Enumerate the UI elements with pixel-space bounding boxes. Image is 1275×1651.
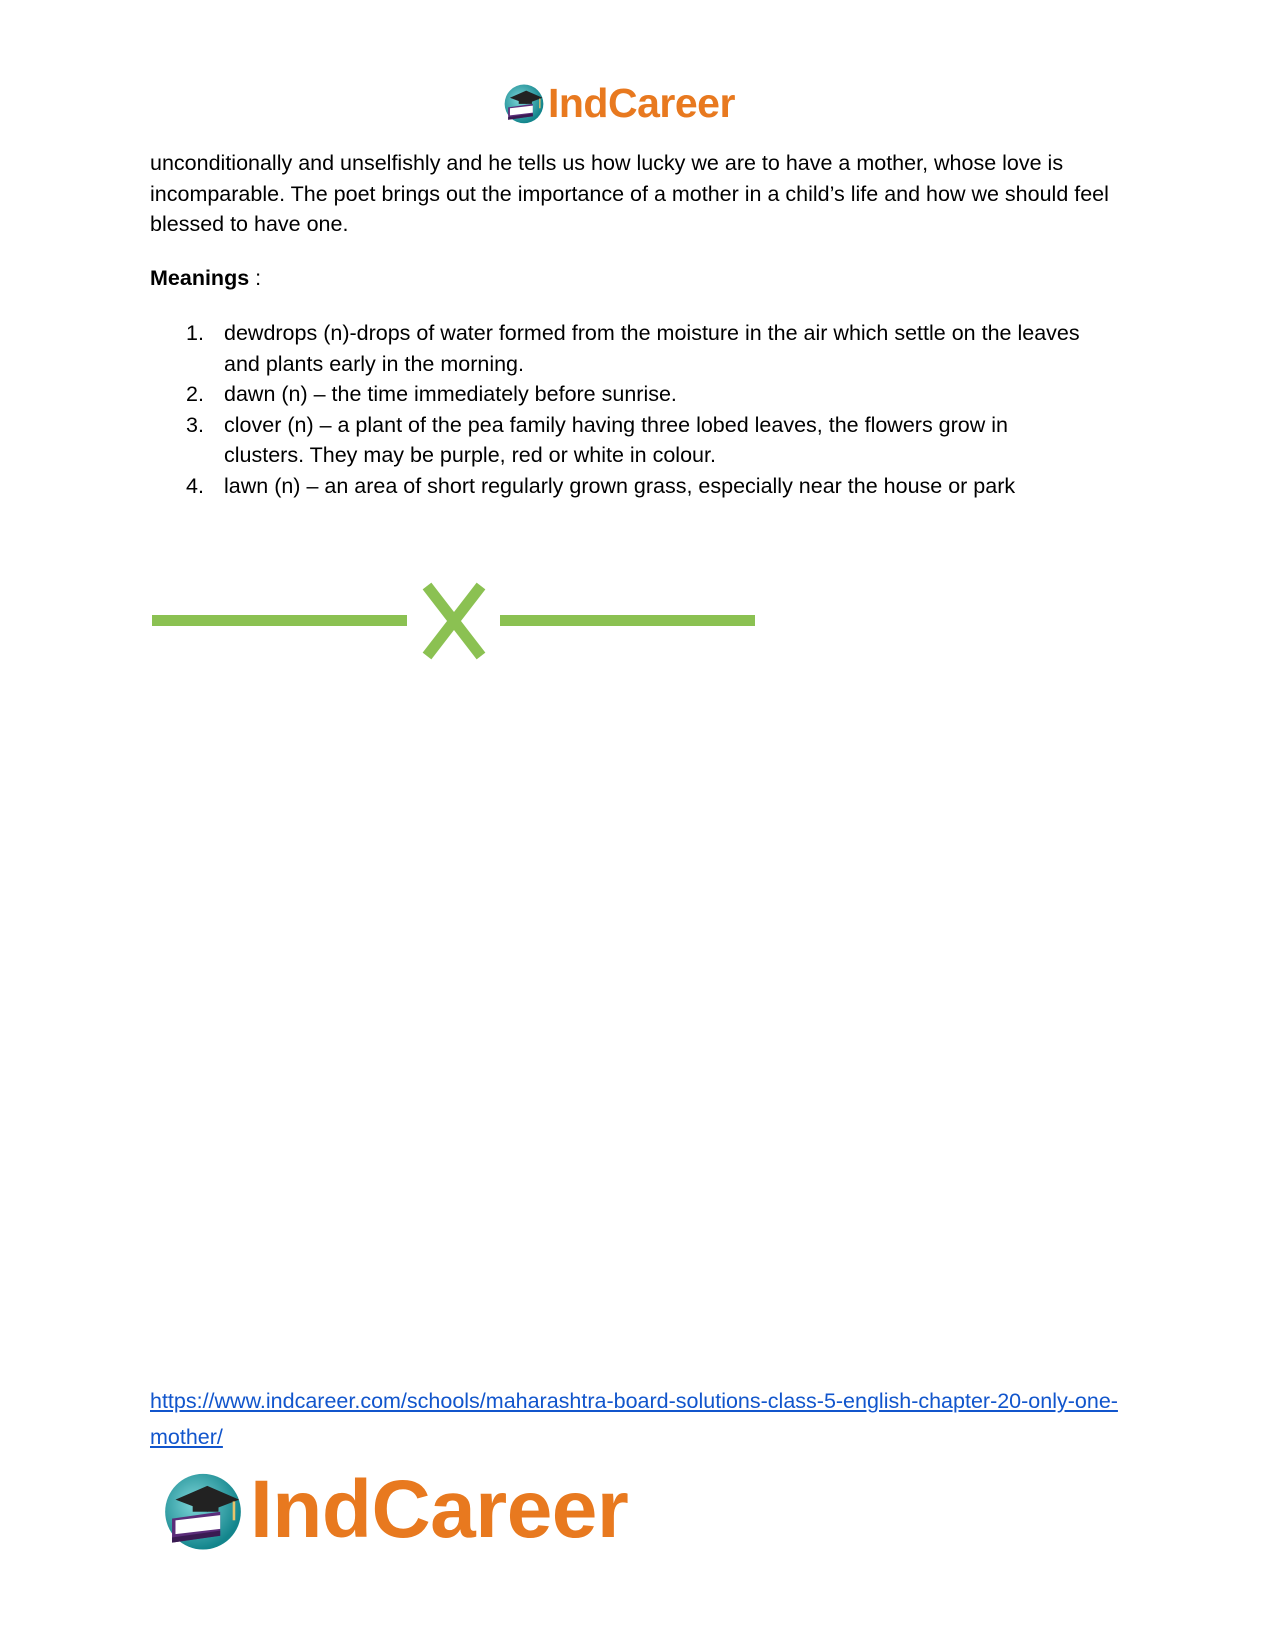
list-item: [150, 379, 1090, 410]
meanings-heading: [150, 263, 261, 293]
footer-logo-text: IndCareer: [250, 1464, 629, 1555]
list-item: [150, 318, 1090, 379]
list-item-number: 1.: [186, 321, 204, 345]
header-logo: [502, 80, 735, 126]
list-item-number: 2.: [186, 382, 204, 406]
meanings-label: Meanings: [150, 266, 250, 290]
x-divider-icon: [150, 580, 760, 662]
list-item-text: clover (n) – a plant of the pea family having three lobed leaves, the flowers grow in clusters. They may be purple, red or white in colour.: [224, 412, 1008, 467]
list-item-number: 4.: [186, 473, 204, 498]
list-item: [150, 410, 1090, 471]
footer-logo: [160, 1465, 628, 1555]
body-paragraph: unconditionally and unselfishly and he tells us how lucky we are to have a mother, whose love is incomparable. The poet brings out the importance of a mother in a child’s life and how we should feel blessed to have one.: [150, 151, 1109, 236]
list-item: [150, 471, 1090, 502]
list-item-text: dewdrops (n)-drops of water formed from the moisture in the air which settle on the leaves and plants early in the morning.: [224, 321, 1080, 376]
list-item-number: 3.: [186, 412, 204, 437]
meanings-colon: :: [249, 266, 262, 290]
graduation-cap-book-icon: [160, 1467, 246, 1553]
meanings-list: [150, 318, 1090, 501]
list-item-text: dawn (n) – the time immediately before sunrise.: [224, 382, 677, 406]
graduation-cap-book-icon: [502, 81, 546, 125]
footer-url-link[interactable]: https://www.indcareer.com/schools/maharashtra-board-solutions-class-5-english-chapter-20-only-one-mother/: [150, 1389, 1118, 1449]
list-item-text: lawn (n) – an area of short regularly grown grass, especially near the house or park: [224, 473, 1016, 498]
header-logo-text: IndCareer: [548, 80, 735, 126]
